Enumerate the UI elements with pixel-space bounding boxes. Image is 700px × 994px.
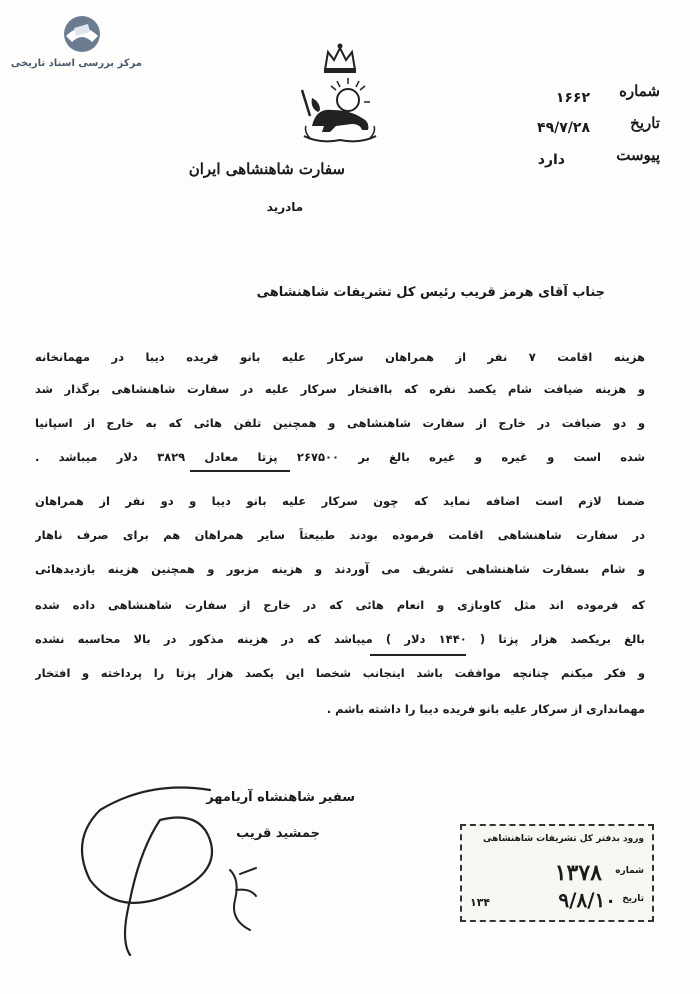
stamp-title: ورود بدفتر کل تشریفات شاهنشاهی (483, 834, 644, 844)
document-center-logo-icon (52, 14, 112, 58)
stamp-number-label: شماره (615, 866, 644, 876)
date-label: تاریخ (630, 114, 660, 132)
body-line: و دو ضیافت در خارج از سفارت شاهنشاهی و همچنین تلفن هائی که به خارج از اسپانیا (35, 416, 645, 430)
body-line: و فکر میکنم چنانچه موافقت باشد اینجانب شخصا این یکصد هزار پزتا را پرداخته و افتخار (35, 666, 645, 680)
body-line: ضمنا لازم است اضافه نماید که چون سرکار علیه بانو دیبا و دو نفر از همراهان (35, 494, 645, 508)
number-label: شماره (619, 82, 660, 100)
body-line: و شام بسفارت شاهنشاهی تشریف می آوردند و هزینه مزبور و همچنین هزینه بازدیدهائی (35, 562, 645, 576)
watermark-text: مرکز بررسی اسناد تاریخی (10, 58, 142, 69)
watermark (10, 14, 142, 74)
stamp-number: ۱۳۷۸ (554, 860, 602, 886)
enclosure-value: دارد (537, 152, 565, 168)
body-line: مهمانداری از سرکار علیه بانو فریده دیبا را داشته باشم . (326, 702, 645, 716)
body-line: شده است و غیره و غیره بالغ بر ۲۶۷۵۰۰ پزتا معادل ۳۸۲۹ دلار میباشد . (35, 450, 645, 464)
stamp-year-prefix: ۱۳۴ (470, 896, 491, 909)
ambassador-title: سفیر شاهنشاه آریامهر (206, 790, 355, 805)
embassy-city: مادرید (266, 200, 304, 214)
body-line: در سفارت شاهنشاهی اقامت فرموده بودند طبیعتاً سایر همراهان هم برای صرف ناهار (35, 528, 645, 542)
enclosure-label: پیوست (616, 146, 660, 164)
stamp-date: ۹/۸/۱۰ (558, 888, 616, 912)
registration-stamp (460, 824, 654, 922)
underline-mark (370, 654, 466, 656)
embassy-name: سفارت شاهنشاهی ایران (188, 160, 345, 178)
date-value: ۴۹/۷/۲۸ (537, 120, 590, 136)
body-line: و هزینه ضیافت شام یکصد نفره که باافتخار سرکار علیه در سفارت شاهنشاهی برگذار شد (35, 382, 645, 396)
stamp-date-label: تاریخ (622, 894, 644, 904)
handwritten-signature-icon (60, 770, 300, 970)
lion-and-sun-crown-emblem-icon (290, 40, 390, 145)
body-line: هزینه اقامت ۷ نفر از همراهان سرکار علیه بانو فریده دیبا در مهمانخانه (35, 350, 645, 364)
ambassador-name: جمشید قریب (236, 826, 320, 841)
number-value: ۱۶۶۲ (555, 90, 590, 106)
underline-mark (190, 470, 290, 472)
body-line: بالغ بریکصد هزار پزتا ( ۱۴۴۰ دلار ) میباشد که در هزینه مذکور در بالا محاسبه نشده (35, 632, 645, 646)
body-line: که فرموده اند مثل کاوبازی و انعام هائی که در خارج از سفارت شاهنشاهی داده شده (35, 598, 645, 612)
salutation: جناب آقای هرمز قریب رئیس کل تشریفات شاهنشاهی (256, 285, 605, 300)
